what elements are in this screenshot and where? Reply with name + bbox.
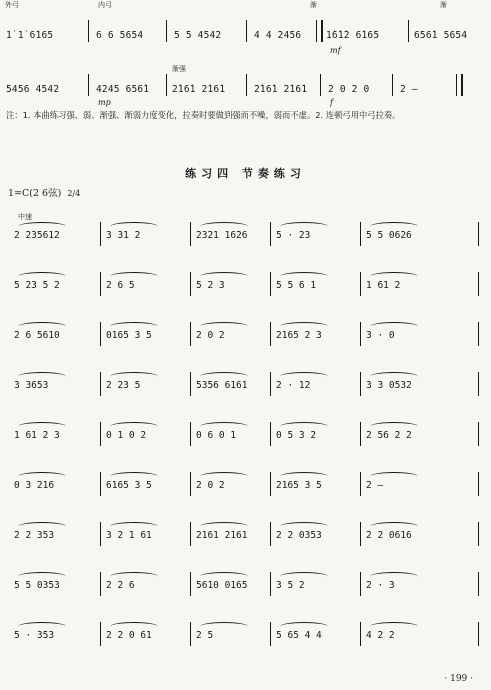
barline [478,622,479,646]
barline [360,622,361,646]
barline [270,372,271,396]
performance-mark: 内弓 [98,1,112,9]
slur [110,522,158,531]
measure: 5 5 4542 [174,30,222,41]
barline [270,572,271,596]
slur [200,272,248,281]
slur [280,422,328,431]
barline [190,472,191,496]
measure: 2 2 6 [106,580,135,591]
measure: 6 6 5654 [96,30,144,41]
barline [270,522,271,546]
slur [18,222,66,231]
measure: 2 0 2 0 [328,84,370,95]
slur [280,222,328,231]
slur [370,222,418,231]
performance-mark: 渐强 [172,65,186,73]
barline [270,272,271,296]
slur [18,372,66,381]
barline [100,322,101,346]
measure: 3 3653 [14,380,49,391]
barline [190,272,191,296]
slur [280,522,328,531]
measure: 5 5 6 1 [276,280,317,291]
measure: 2 2 353 [14,530,55,541]
barline [478,322,479,346]
performance-mark: 外弓 [5,1,19,9]
measure: 2 2 0353 [276,530,322,541]
score-system [0,372,491,404]
barline [100,272,101,296]
slur [200,572,248,581]
barline [100,622,101,646]
page-number: · 199 · [444,674,473,684]
tempo-marking: 中速 [18,213,32,221]
measure: 2 – [400,84,418,95]
measure: 3 31 2 [106,230,141,241]
slur [18,422,66,431]
time-signature: 2/4 [67,189,81,198]
slur [370,422,418,431]
barline [88,74,89,96]
barline [190,422,191,446]
slur [370,572,418,581]
measure: 1̇ 1̇ 6̇165 [6,30,54,41]
score-system [0,472,491,504]
barline [478,272,479,296]
performance-mark: 渐 [440,1,447,9]
barline [478,422,479,446]
slur [110,622,158,631]
measure: 2165 3 5 [276,480,322,491]
slur [110,572,158,581]
slur [18,572,66,581]
slur [110,272,158,281]
measure: 3 3 0532 [366,380,412,391]
slur [110,372,158,381]
slur [280,622,328,631]
measure: 3 5 2 [276,580,305,591]
barline [392,74,393,96]
barline [270,222,271,246]
measure: 4 4 2456 [254,30,302,41]
slur [18,522,66,531]
score-system [0,272,491,304]
slur [280,322,328,331]
barline [190,222,191,246]
dynamic-mark: f [330,98,333,107]
measure: 2 · 12 [276,380,311,391]
measure: 3 2 1 61 [106,530,152,541]
measure: 3 · 0 [366,330,395,341]
slur [18,472,66,481]
measure: 2 · 3 [366,580,395,591]
barline [270,622,271,646]
measure: 5356 6161 [196,380,248,391]
measure: 5 2 3 [196,280,225,291]
measure: 5456 4542 [6,84,60,95]
measure: 0 6 0 1 [196,430,237,441]
slur [370,322,418,331]
slur [200,222,248,231]
barline [360,322,361,346]
slur [110,222,158,231]
slur [200,372,248,381]
score-system [0,422,491,454]
measure: 5 · 23 [276,230,311,241]
key-line [8,185,80,199]
slur [200,472,248,481]
barline [190,322,191,346]
measure: 2161 2161 [196,530,248,541]
performance-mark: 渐 [310,1,317,9]
slur [18,622,66,631]
measure: 0 1 0 2 [106,430,147,441]
measure: 1 61 2 [366,280,401,291]
measure: 2 235612 [14,230,60,241]
dynamic-mark: mp [98,98,111,107]
measure: 2165 2 3 [276,330,322,341]
slur [110,422,158,431]
score-system [0,572,491,604]
measure: 0 3 216 [14,480,55,491]
measure: 1 61 2 3 [14,430,60,441]
score-system [0,622,491,654]
measure: 2 – [366,480,384,491]
final-barline [456,74,463,96]
barline [360,472,361,496]
barline [166,74,167,96]
measure: 5 23 5 2 [14,280,60,291]
barline [100,222,101,246]
measure: 2 23 5 [106,380,141,391]
slur [110,472,158,481]
barline [478,222,479,246]
measure: 2 2 0 61 [106,630,152,641]
barline [190,622,191,646]
slur [280,572,328,581]
barline [360,372,361,396]
measure: 5 5 0626 [366,230,412,241]
measure: 6165 3 5 [106,480,152,491]
measure: 2 6 5610 [14,330,60,341]
score-system [0,322,491,354]
measure: 656̇1 5654 [414,30,468,41]
slur [280,372,328,381]
measure: 2̇16̇1 2̇16̇1 [172,84,226,95]
measure: 2 0 2 [196,480,225,491]
slur [200,322,248,331]
measure: 5 5 0353 [14,580,60,591]
footnote: 注：1. 本曲练习强、弱、渐强、渐弱力度变化，拉奏时要做到强而不噪，弱而不虚。2. 连顿弓用中弓拉奏。 [6,110,401,120]
repeat-barline [316,20,323,42]
barline [478,372,479,396]
barline [320,74,321,96]
dynamic-mark: mf [330,46,341,55]
barline [100,572,101,596]
barline [270,472,271,496]
barline [360,422,361,446]
barline [166,20,167,42]
slur [18,322,66,331]
measure: 5610 0165 [196,580,248,591]
measure: 2 2 0616 [366,530,412,541]
slur [110,322,158,331]
barline [270,422,271,446]
barline [360,272,361,296]
slur [370,472,418,481]
measure: 2̇16̇1 2̇16̇1 [254,84,308,95]
measure: 0165 3 5 [106,330,152,341]
slur [370,622,418,631]
barline [478,572,479,596]
barline [100,522,101,546]
barline [190,572,191,596]
section-title: 练习四 节奏练习 [185,167,306,180]
slur [200,622,248,631]
barline [360,222,361,246]
barline [88,20,89,42]
score-system [0,522,491,554]
slur [280,472,328,481]
measure: 2 5 [196,630,214,641]
measure: 5 · 353 [14,630,55,641]
measure: 2 6 5 [106,280,135,291]
measure: 1̇6̇1̇2 6̇165 [326,30,380,41]
score-system [0,222,491,254]
barline [100,372,101,396]
barline [478,522,479,546]
key-signature: 1=C(2 6弦) [8,188,62,199]
barline [100,472,101,496]
barline [246,74,247,96]
measure: 4 2 2 [366,630,395,641]
barline [478,472,479,496]
barline [190,372,191,396]
slur [200,422,248,431]
measure: 4245 656̇1 [96,84,150,95]
measure: 2 56 2 2 [366,430,412,441]
measure: 5 65 4 4 [276,630,322,641]
measure: 0 5 3 2 [276,430,317,441]
barline [360,522,361,546]
barline [408,20,409,42]
measure: 2321 1626 [196,230,248,241]
barline [360,572,361,596]
slur [280,272,328,281]
slur [370,522,418,531]
slur [18,272,66,281]
barline [190,522,191,546]
slur [370,372,418,381]
slur [370,272,418,281]
barline [270,322,271,346]
slur [200,522,248,531]
barline [246,20,247,42]
measure: 2 0 2 [196,330,225,341]
barline [100,422,101,446]
